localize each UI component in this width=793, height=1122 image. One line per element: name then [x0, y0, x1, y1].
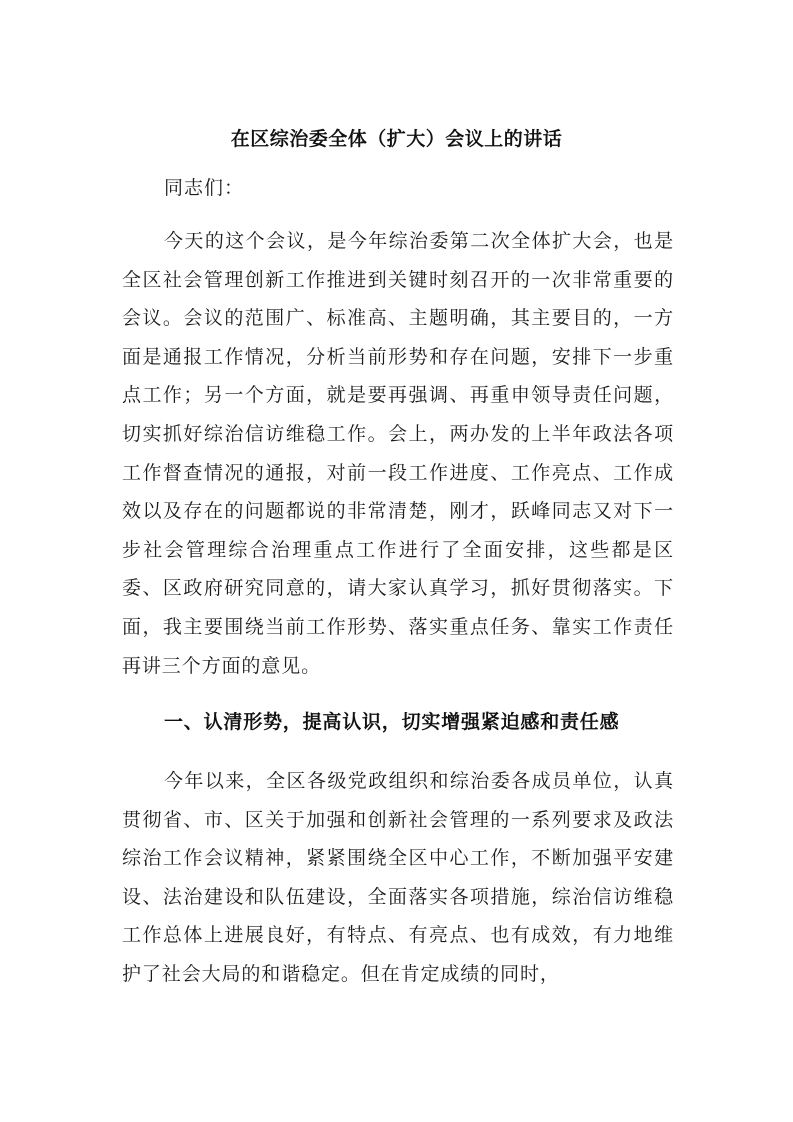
- document-title: 在区综治委全体（扩大）会议上的讲话: [230, 128, 563, 150]
- section-heading-1: 一、认清形势，提高认识，切实增强紧迫感和责任感: [164, 711, 620, 733]
- salutation: 同志们：: [164, 177, 245, 199]
- body-paragraph-2: 今年以来，全区各级党政组织和综治委各成员单位，认真贯彻省、市、区关于加强和创新社会管理的一系列要求及政法综治工作会议精神，紧紧围绕全区中心工作，不断加强平安建设、法治建设和队伍建设，全面落实各项措施，综治信访维稳工作总体上进展良好，有特点、有亮点、也有成效，有力地维护了社会大局的和谐稳定。但在肯定成绩的同时，: [122, 770, 674, 985]
- body-paragraph-1: 今天的这个会议，是今年综治委第二次全体扩大会，也是全区社会管理创新工作推进到关键时刻召开的一次非常重要的会议。会议的范围广、标准高、主题明确，其主要目的，一方面是通报工作情况，分析当前形势和存在问题，安排下一步重点工作；另一个方面，就是要再强调、再重申领导责任问题，切实抓好综治信访维稳工作。会上，两办发的上半年政法各项工作督查情况的通报，对前一段工作进度、工作亮点、工作成效以及存在的问题都说的非常清楚，刚才，跃峰同志又对下一步社会管理综合治理重点工作进行了全面安排，这些都是区委、区政府研究同意的，请大家认真学习，抓好贯彻落实。下面，我主要围绕当前工作形势、落实重点任务、靠实工作责任再讲三个方面的意见。: [122, 230, 674, 677]
